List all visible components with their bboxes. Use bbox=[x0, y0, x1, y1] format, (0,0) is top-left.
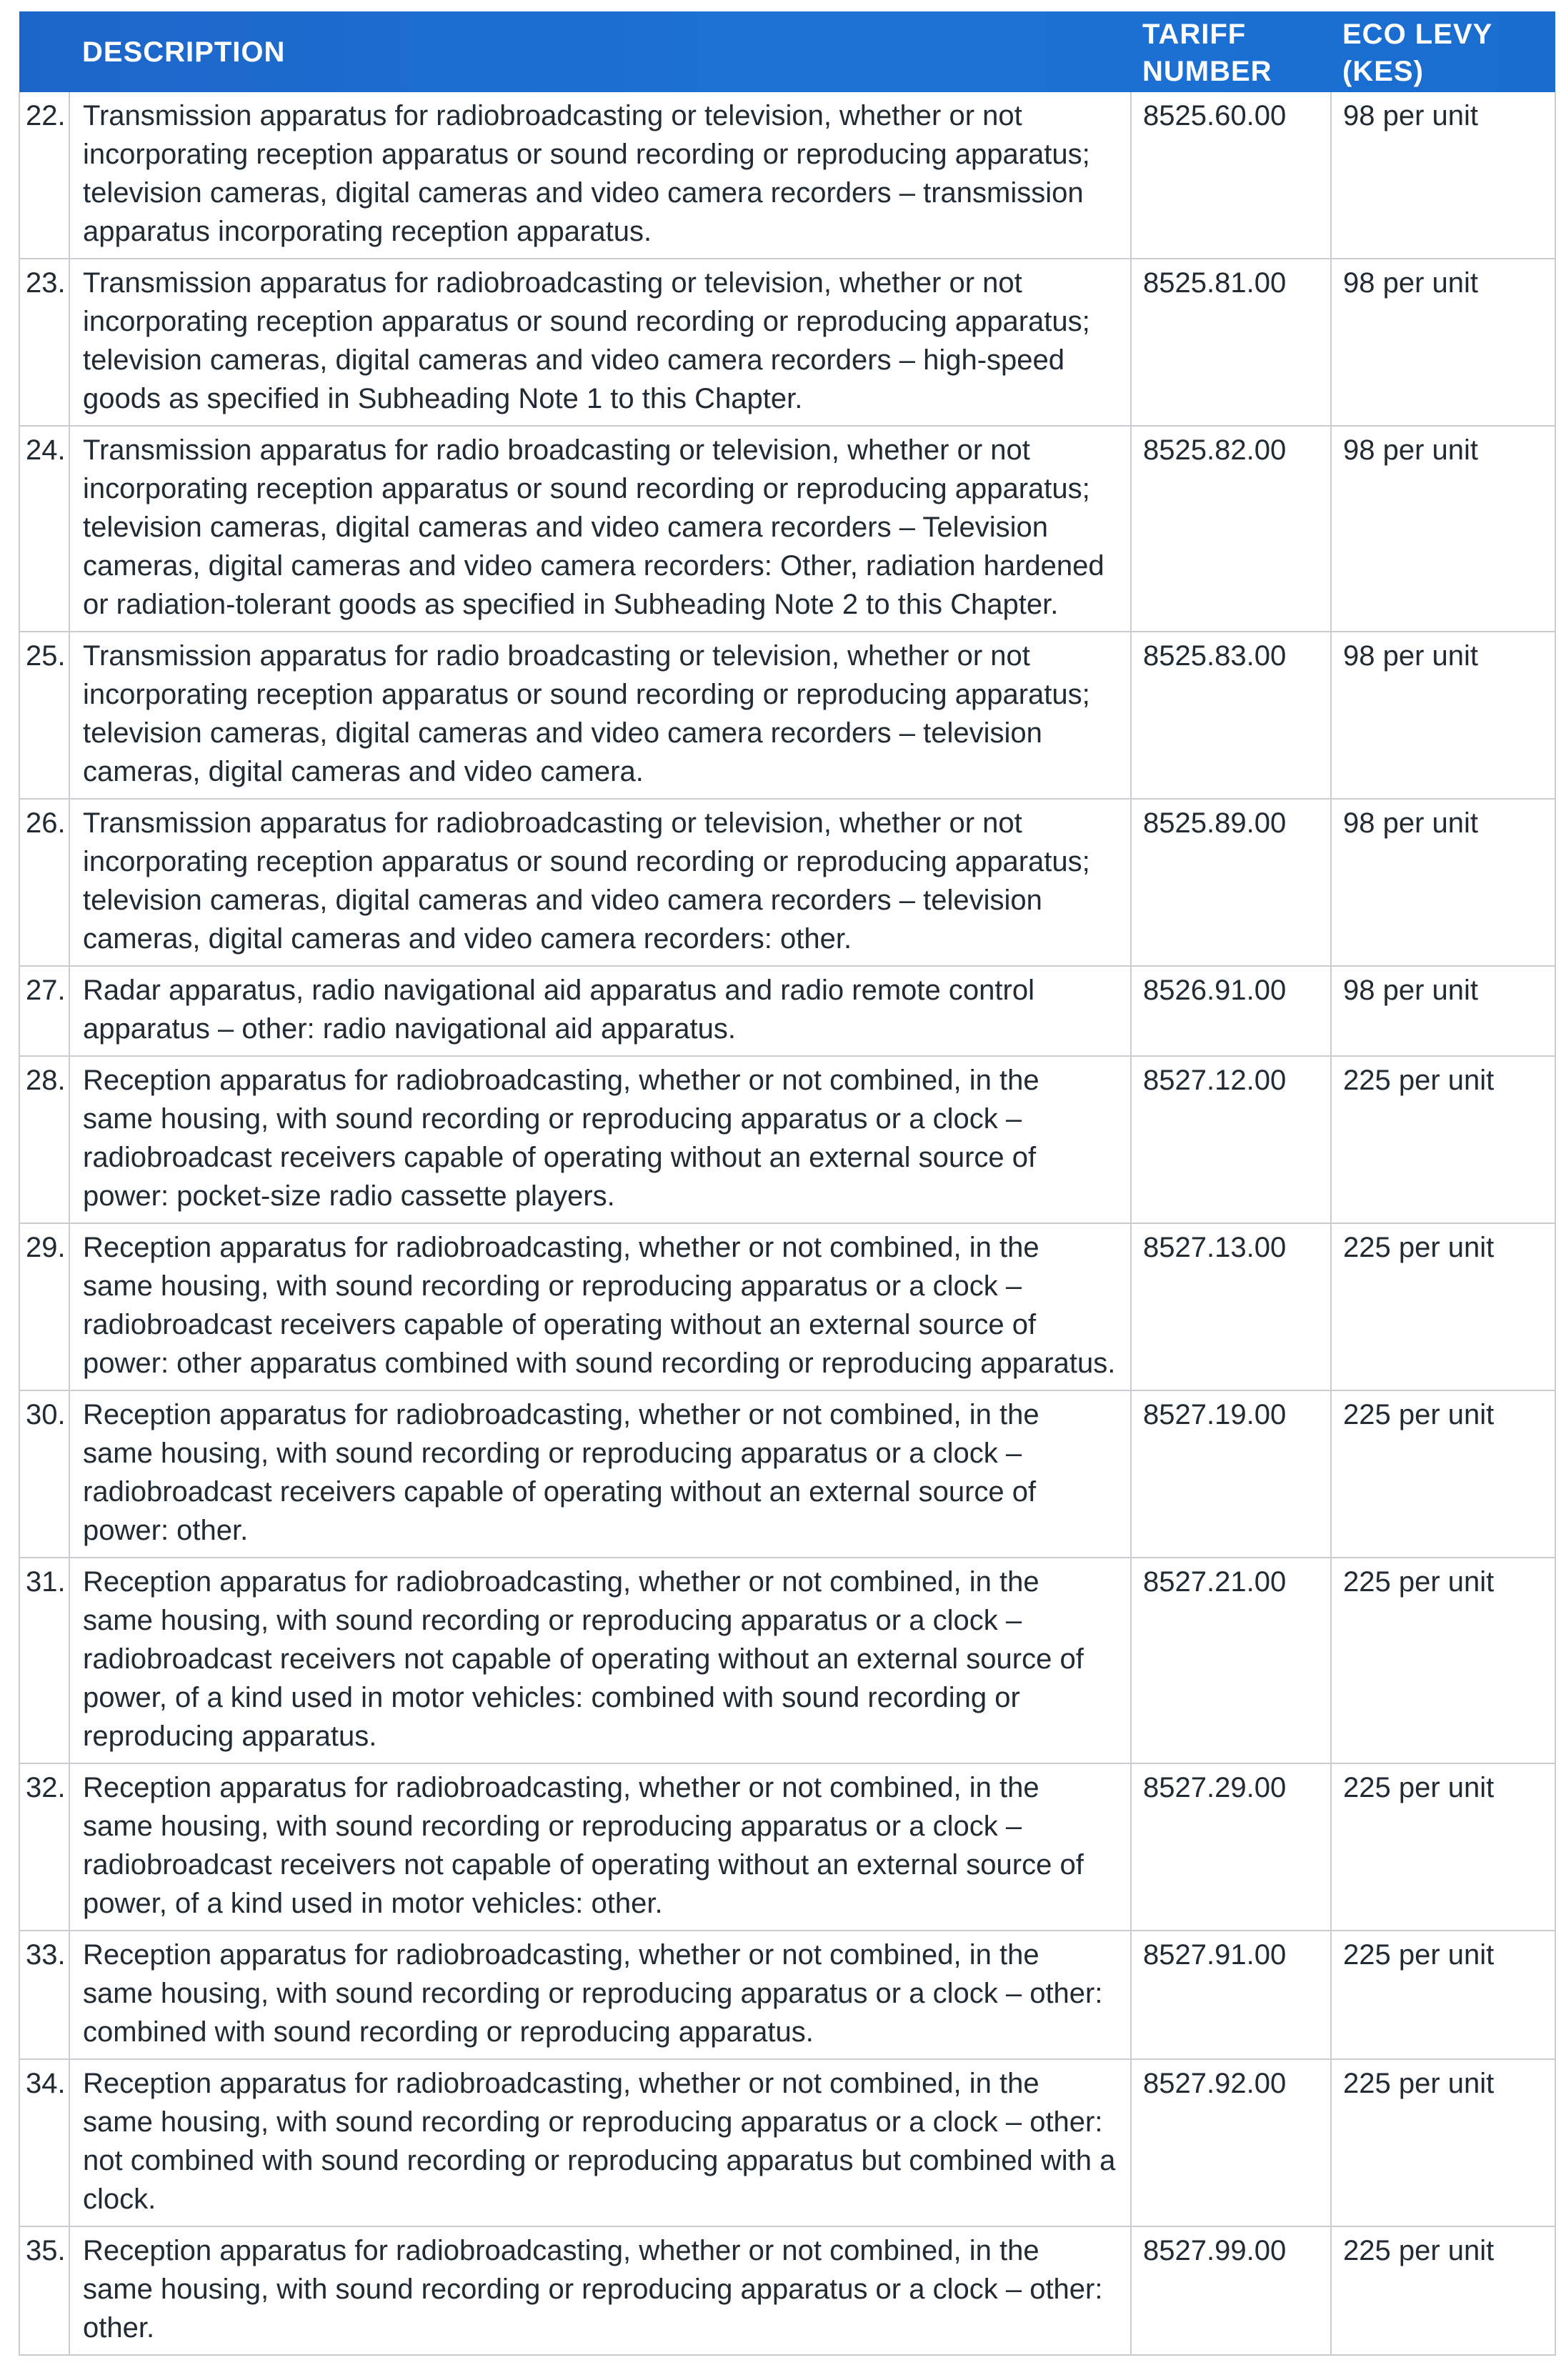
table-row bbox=[19, 2059, 1555, 2226]
row-description: Reception apparatus for radiobroadcasting, whether or not combined, in the same housing, with sound recording or reproducing apparatus or a clock – other: other. bbox=[69, 2226, 1131, 2355]
header-eco-line1: ECO LEVY bbox=[1342, 18, 1493, 50]
table-row bbox=[19, 2226, 1555, 2355]
table-row bbox=[19, 1056, 1555, 1223]
row-tariff-number: 8525.83.00 bbox=[1131, 632, 1331, 799]
table-row bbox=[19, 1390, 1555, 1558]
header-number bbox=[19, 11, 69, 92]
header-description: DESCRIPTION bbox=[82, 36, 286, 68]
row-number: 22. bbox=[19, 92, 69, 259]
row-description: Reception apparatus for radiobroadcasting, whether or not combined, in the same housing, with sound recording or reproducing apparatus or a clock – radiobroadcast receivers capable of operating without an external source of power: other apparatus combined with sound recording or reproducing apparatus. bbox=[69, 1223, 1131, 1390]
row-eco-levy: 225 per unit bbox=[1331, 1223, 1555, 1390]
row-eco-levy: 225 per unit bbox=[1331, 1390, 1555, 1558]
row-description: Reception apparatus for radiobroadcasting, whether or not combined, in the same housing, with sound recording or reproducing apparatus or a clock – radiobroadcast receivers capable of operating without an external source of power: other. bbox=[69, 1390, 1131, 1558]
row-tariff-number: 8525.82.00 bbox=[1131, 426, 1331, 632]
row-description: Transmission apparatus for radio broadcasting or television, whether or not incorporating reception apparatus or sound recording or reproducing apparatus; television cameras, digital cameras and video camera recorders – Television cameras, digital cameras and video camera recorders: Other, radiation hardened or radiation-tolerant goods as specified in Subheading Note 2 to this Chapter. bbox=[69, 426, 1131, 632]
eco-levy-table bbox=[19, 11, 1556, 2356]
row-description: Radar apparatus, radio navigational aid apparatus and radio remote control apparatus – other: radio navigational aid apparatus. bbox=[69, 966, 1131, 1056]
row-description: Reception apparatus for radiobroadcasting, whether or not combined, in the same housing, with sound recording or reproducing apparatus or a clock – other: combined with sound recording or reproducing apparatus. bbox=[69, 1931, 1131, 2059]
row-eco-levy: 98 per unit bbox=[1331, 632, 1555, 799]
row-number: 24. bbox=[19, 426, 69, 632]
row-tariff-number: 8527.29.00 bbox=[1131, 1763, 1331, 1931]
table-row bbox=[19, 426, 1555, 632]
row-description: Reception apparatus for radiobroadcasting, whether or not combined, in the same housing, with sound recording or reproducing apparatus or a clock – radiobroadcast receivers not capable of operating without an external source of power, of a kind used in motor vehicles: combined with sound recording or reproducing apparatus. bbox=[69, 1558, 1131, 1763]
row-eco-levy: 98 per unit bbox=[1331, 426, 1555, 632]
row-number: 27. bbox=[19, 966, 69, 1056]
header-eco-levy bbox=[1331, 11, 1555, 92]
row-number: 25. bbox=[19, 632, 69, 799]
row-number: 26. bbox=[19, 799, 69, 966]
row-description: Transmission apparatus for radiobroadcasting or television, whether or not incorporating reception apparatus or sound recording or reproducing apparatus; television cameras, digital cameras and video camera recorders – transmission apparatus incorporating reception apparatus. bbox=[69, 92, 1131, 259]
row-tariff-number: 8527.13.00 bbox=[1131, 1223, 1331, 1390]
row-tariff-number: 8527.92.00 bbox=[1131, 2059, 1331, 2226]
row-number: 33. bbox=[19, 1931, 69, 2059]
table-row bbox=[19, 799, 1555, 966]
row-number: 29. bbox=[19, 1223, 69, 1390]
row-number: 30. bbox=[19, 1390, 69, 1558]
row-tariff-number: 8526.91.00 bbox=[1131, 966, 1331, 1056]
row-description: Transmission apparatus for radiobroadcasting or television, whether or not incorporating reception apparatus or sound recording or reproducing apparatus; television cameras, digital cameras and video camera recorders – high-speed goods as specified in Subheading Note 1 to this Chapter. bbox=[69, 259, 1131, 426]
table-row bbox=[19, 92, 1555, 259]
row-eco-levy: 225 per unit bbox=[1331, 1558, 1555, 1763]
table-header bbox=[19, 11, 1555, 92]
table-row bbox=[19, 259, 1555, 426]
row-description: Reception apparatus for radiobroadcasting, whether or not combined, in the same housing, with sound recording or reproducing apparatus or a clock – radiobroadcast receivers capable of operating without an external source of power: pocket-size radio cassette players. bbox=[69, 1056, 1131, 1223]
row-number: 35. bbox=[19, 2226, 69, 2355]
row-eco-levy: 225 per unit bbox=[1331, 2226, 1555, 2355]
row-number: 31. bbox=[19, 1558, 69, 1763]
row-description: Reception apparatus for radiobroadcasting, whether or not combined, in the same housing, with sound recording or reproducing apparatus or a clock – other: not combined with sound recording or reproducing apparatus but combined with a clock. bbox=[69, 2059, 1131, 2226]
row-eco-levy: 225 per unit bbox=[1331, 1056, 1555, 1223]
row-description: Transmission apparatus for radio broadcasting or television, whether or not incorporating reception apparatus or sound recording or reproducing apparatus; television cameras, digital cameras and video camera recorders – television cameras, digital cameras and video camera. bbox=[69, 632, 1131, 799]
row-description: Reception apparatus for radiobroadcasting, whether or not combined, in the same housing, with sound recording or reproducing apparatus or a clock – radiobroadcast receivers not capable of operating without an external source of power, of a kind used in motor vehicles: other. bbox=[69, 1763, 1131, 1931]
header-row bbox=[19, 11, 1555, 92]
table-row bbox=[19, 1931, 1555, 2059]
row-number: 23. bbox=[19, 259, 69, 426]
row-eco-levy: 98 per unit bbox=[1331, 799, 1555, 966]
row-eco-levy: 98 per unit bbox=[1331, 259, 1555, 426]
row-eco-levy: 98 per unit bbox=[1331, 92, 1555, 259]
table-body bbox=[19, 92, 1555, 2355]
row-eco-levy: 225 per unit bbox=[1331, 2059, 1555, 2226]
row-tariff-number: 8525.89.00 bbox=[1131, 799, 1331, 966]
row-tariff-number: 8525.81.00 bbox=[1131, 259, 1331, 426]
row-number: 34. bbox=[19, 2059, 69, 2226]
row-eco-levy: 225 per unit bbox=[1331, 1763, 1555, 1931]
row-eco-levy: 98 per unit bbox=[1331, 966, 1555, 1056]
header-tariff-line2: NUMBER bbox=[1142, 55, 1272, 87]
row-tariff-number: 8527.99.00 bbox=[1131, 2226, 1331, 2355]
row-description: Transmission apparatus for radiobroadcasting or television, whether or not incorporating reception apparatus or sound recording or reproducing apparatus; television cameras, digital cameras and video camera recorders – television cameras, digital cameras and video camera recorders: other. bbox=[69, 799, 1131, 966]
header-tariff-number bbox=[1131, 11, 1331, 92]
row-number: 28. bbox=[19, 1056, 69, 1223]
header-eco-line2: (KES) bbox=[1342, 55, 1424, 87]
table-row bbox=[19, 632, 1555, 799]
row-number: 32. bbox=[19, 1763, 69, 1931]
row-tariff-number: 8527.21.00 bbox=[1131, 1558, 1331, 1763]
table-row bbox=[19, 1558, 1555, 1763]
row-tariff-number: 8527.19.00 bbox=[1131, 1390, 1331, 1558]
header-tariff-line1: TARIFF bbox=[1142, 18, 1247, 50]
row-eco-levy: 225 per unit bbox=[1331, 1931, 1555, 2059]
row-tariff-number: 8527.12.00 bbox=[1131, 1056, 1331, 1223]
row-tariff-number: 8525.60.00 bbox=[1131, 92, 1331, 259]
table-row bbox=[19, 1223, 1555, 1390]
table-row bbox=[19, 1763, 1555, 1931]
row-tariff-number: 8527.91.00 bbox=[1131, 1931, 1331, 2059]
table-row bbox=[19, 966, 1555, 1056]
